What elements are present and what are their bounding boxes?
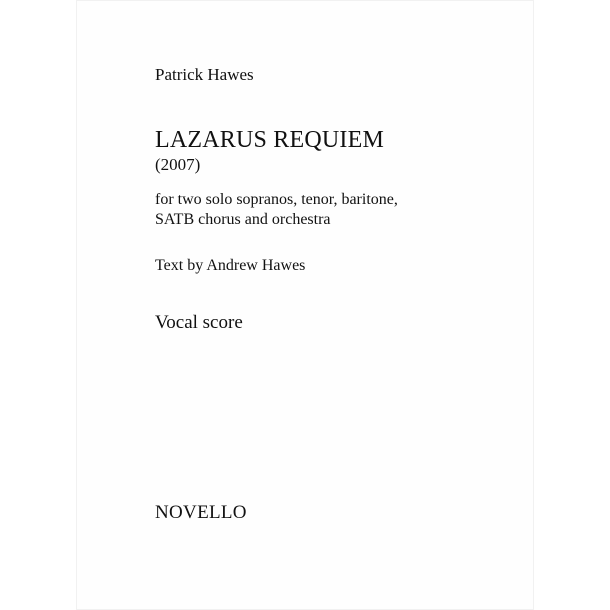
score-type-label: Vocal score [155,312,243,333]
instrumentation-line-1: for two solo sopranos, tenor, baritone, [155,191,398,208]
composer-name: Patrick Hawes [155,65,254,84]
instrumentation-description [155,190,398,230]
score-cover-page [76,0,534,610]
text-author-credit: Text by Andrew Hawes [155,257,306,274]
instrumentation-line-2: SATB chorus and orchestra [155,211,331,228]
composition-year: (2007) [155,155,201,174]
work-title: LAZARUS REQUIEM [155,127,384,153]
publisher-name: NOVELLO [155,502,247,523]
